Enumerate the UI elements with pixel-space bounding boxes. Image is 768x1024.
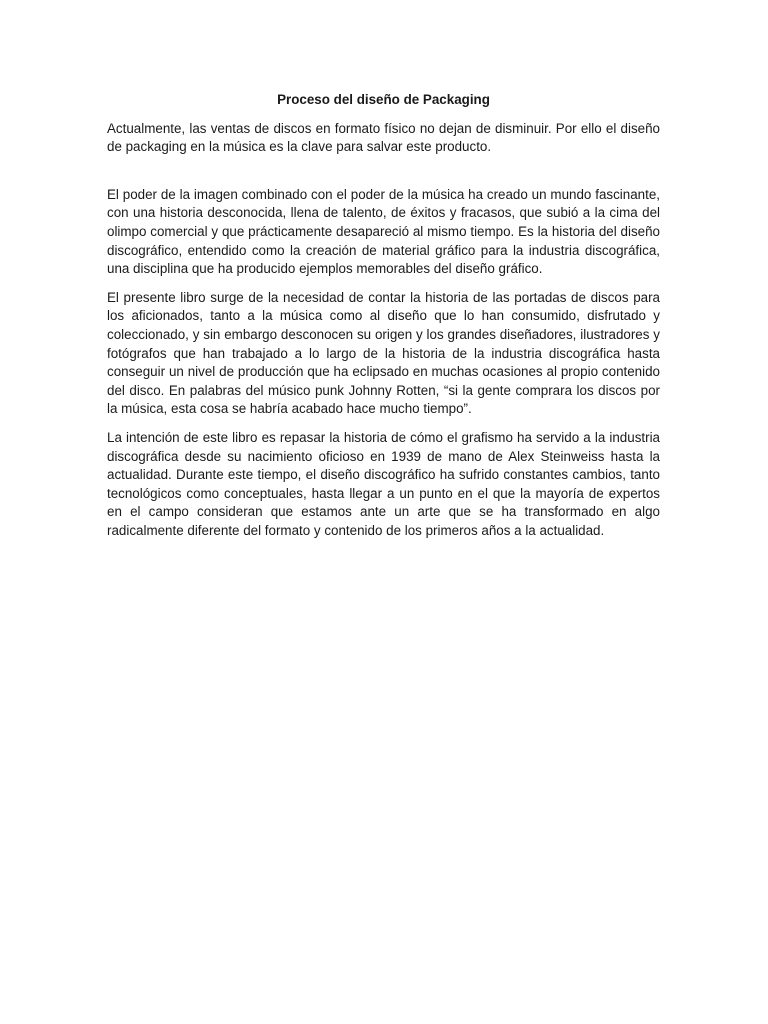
paragraph-intro: Actualmente, las ventas de discos en formato físico no dejan de disminuir. Por ello el diseño de packaging en la música es la clave para salvar este producto.: [107, 120, 660, 155]
paragraph-book-purpose: El presente libro surge de la necesidad de contar la historia de las portadas de discos para los aficionados, tanto a la música como al diseño que lo han consumido, disfrutado y coleccionado, y sin embargo desconocen su origen y los grandes diseñadores, ilustradores y fotógrafos que han trabajado a lo largo de la historia de la industria discográfica hasta conseguir un nivel de producción que ha eclipsado en muchas ocasiones al propio contenido del disco. En palabras del músico punk Johnny Rotten, “si la gente comprara los discos por la música, esta cosa se habría acabado hace mucho tiempo”.: [107, 289, 660, 417]
document-body: [107, 91, 660, 550]
document-title: Proceso del diseño de Packaging: [277, 92, 490, 107]
paragraph-book-intent: La intención de este libro es repasar la historia de cómo el grafismo ha servido a la industria discográfica desde su nacimiento oficioso en 1939 de mano de Alex Steinweiss hasta la actualidad. Durante este tiempo, el diseño discográfico ha sufrido constantes cambios, tanto tecnológicos como conceptuales, hasta llegar a un punto en el que la mayoría de expertos en el campo consideran que estamos ante un arte que se ha transformado en algo radicalmente diferente del formato y contenido de los primeros años a la actualidad.: [107, 429, 660, 538]
paragraph-image-music: El poder de la imagen combinado con el poder de la música ha creado un mundo fascinante, con una historia desconocida, llena de talento, de éxitos y fracasos, que subió a la cima del olimpo comercial y que prácticamente desapareció al mismo tiempo. Es la historia del diseño discográfico, entendido como la creación de material gráfico para la industria discográfica, una disciplina que ha producido ejemplos memorables del diseño gráfico.: [107, 186, 660, 277]
